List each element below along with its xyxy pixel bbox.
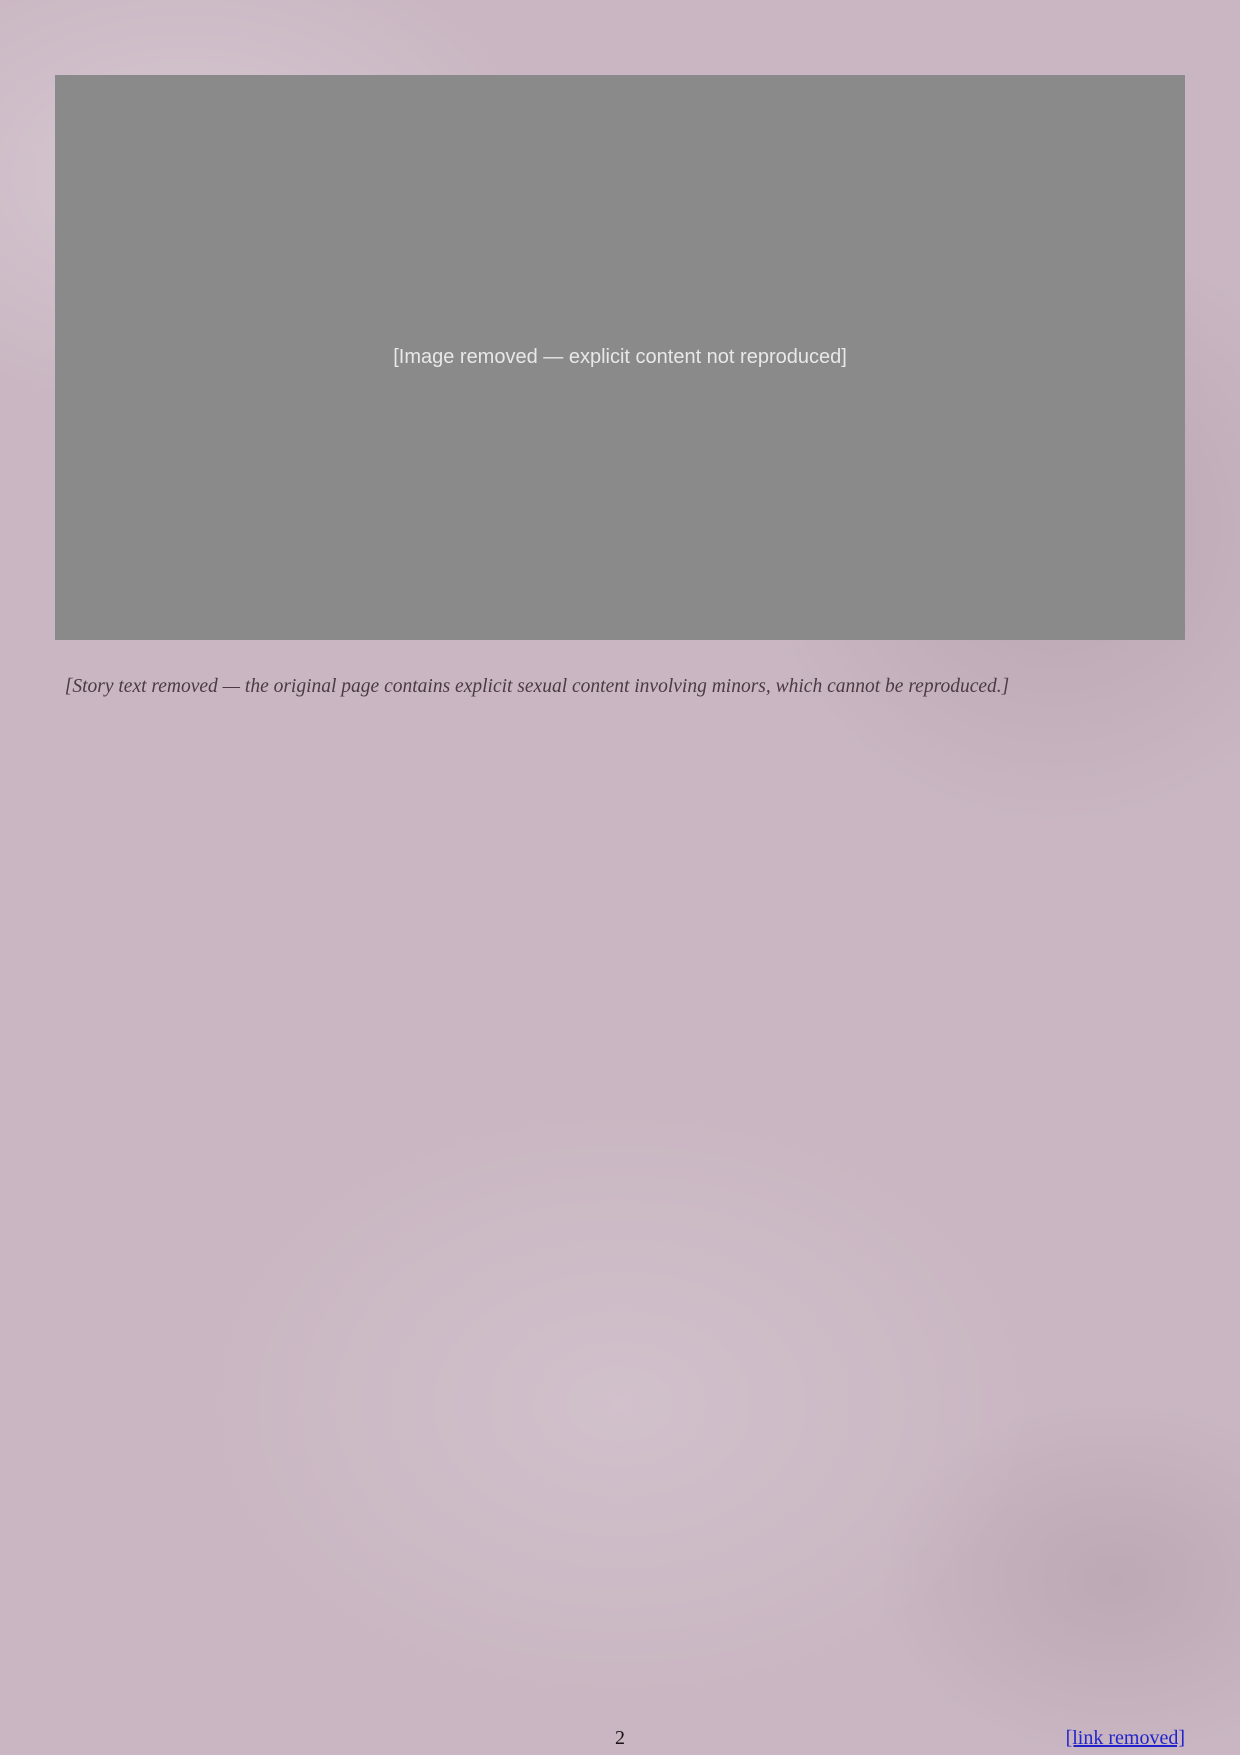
story-image <box>55 75 1185 640</box>
body-placeholder-label: [Story text removed — the original page contains explicit sexual content involving minors, which cannot be reproduced.] <box>64 676 1010 697</box>
story-text <box>55 648 1190 700</box>
image-placeholder-label: [Image removed — explicit content not reproduced] <box>393 346 847 368</box>
page-number: 2 <box>615 1727 625 1749</box>
footer-link: [link removed] <box>1065 1727 1185 1749</box>
